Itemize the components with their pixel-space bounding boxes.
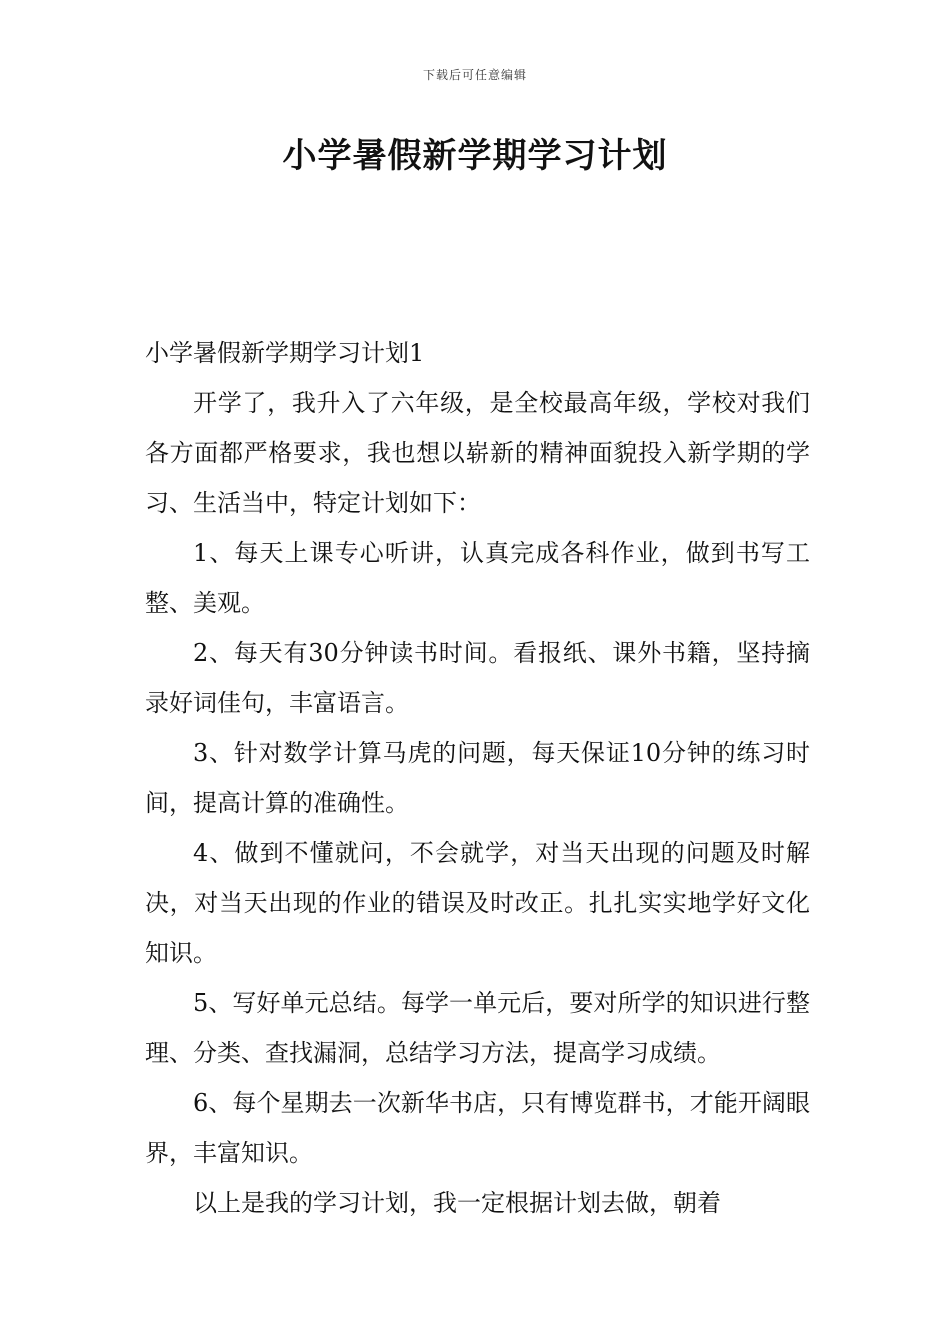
paragraph-item-5: 5、写好单元总结。每学一单元后，要对所学的知识进行整理、分类、查找漏洞，总结学习方法，提高学习成绩。 — [145, 989, 810, 1067]
document-body — [145, 328, 810, 1228]
paragraph-closing: 以上是我的学习计划，我一定根据计划去做，朝着 — [193, 1189, 721, 1217]
document-title: 小学暑假新学期学习计划 — [282, 136, 668, 176]
paragraph-item-3: 3、针对数学计算马虎的问题，每天保证10分钟的练习时间，提高计算的准确性。 — [145, 739, 810, 817]
section-heading: 小学暑假新学期学习计划1 — [145, 339, 425, 367]
paragraph-item-4: 4、做到不懂就问，不会就学，对当天出现的问题及时解决，对当天出现的作业的错误及时改正。扎扎实实地学好文化知识。 — [145, 839, 810, 967]
paragraph-item-1: 1、每天上课专心听讲，认真完成各科作业，做到书写工整、美观。 — [145, 539, 810, 617]
header-note: 下载后可任意编辑 — [422, 68, 527, 82]
paragraph-item-2: 2、每天有30分钟读书时间。看报纸、课外书籍，坚持摘录好词佳句，丰富语言。 — [145, 639, 810, 717]
paragraph-intro: 开学了，我升入了六年级，是全校最高年级，学校对我们各方面都严格要求，我也想以崭新的精神面貌投入新学期的学习、生活当中，特定计划如下： — [145, 389, 810, 517]
paragraph-item-6: 6、每个星期去一次新华书店，只有博览群书，才能开阔眼界，丰富知识。 — [145, 1089, 810, 1167]
